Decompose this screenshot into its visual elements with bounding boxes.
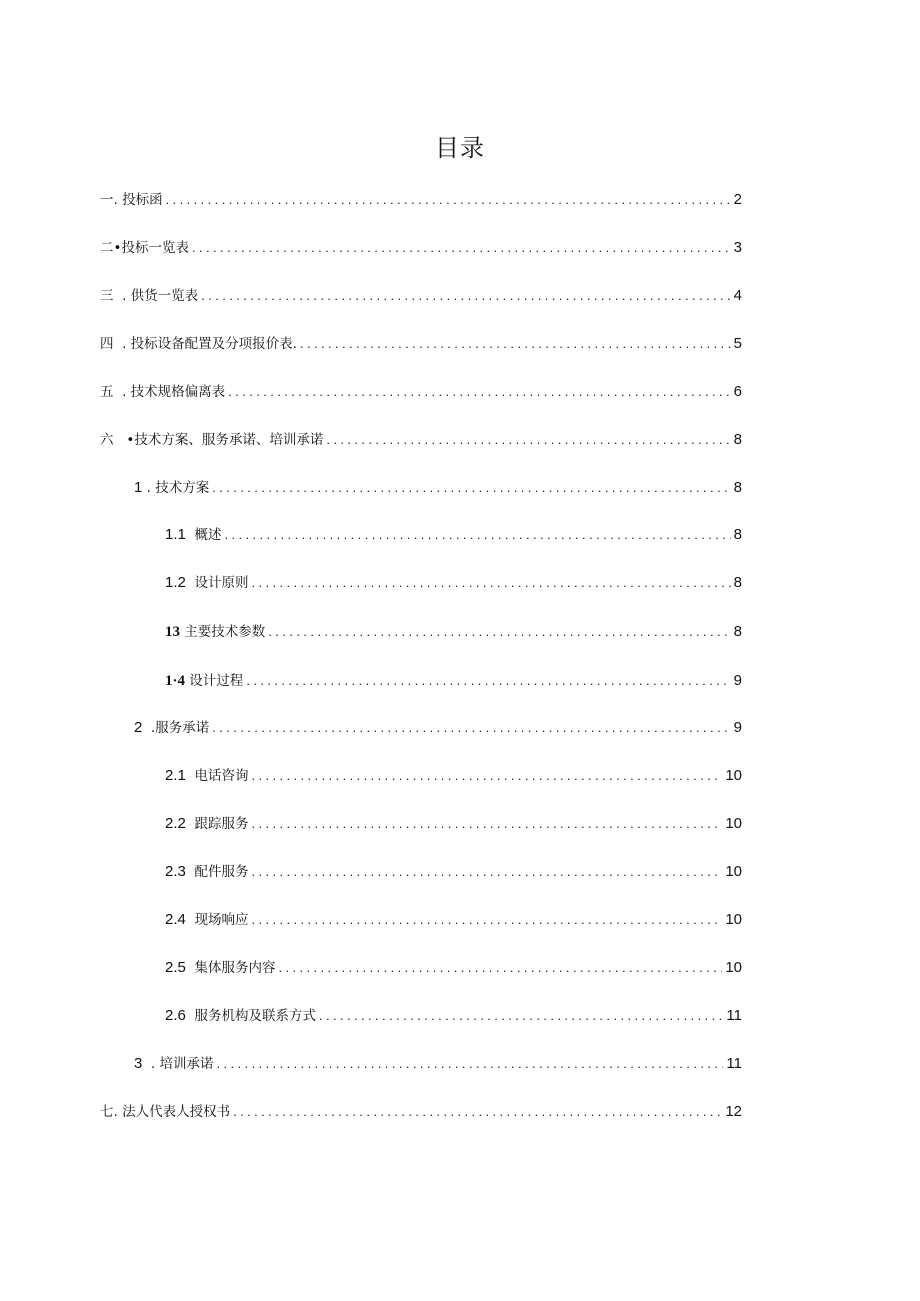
toc-entry-title: 技术规格偏离表	[130, 384, 226, 400]
toc-leader-dots	[228, 380, 730, 404]
toc-page-number: 11	[726, 1007, 742, 1024]
toc-page-number: 4	[733, 287, 742, 304]
toc-entry[interactable]	[134, 476, 742, 500]
toc-page-number: 8	[733, 431, 742, 448]
toc-leader-dots	[319, 1004, 723, 1028]
toc-entry[interactable]	[165, 908, 742, 932]
toc-entry-label	[100, 428, 323, 452]
toc-entry-label	[165, 1004, 316, 1028]
toc-leader-dots	[201, 284, 730, 308]
toc-entry-title: 概述	[185, 527, 222, 543]
toc-entry[interactable]	[134, 1052, 742, 1076]
toc-entry-title: .服务承诺	[142, 720, 210, 736]
toc-entry-number: 一.	[100, 192, 123, 208]
toc-page-number: 5	[733, 335, 742, 352]
toc-entry-title: . 技术方案	[142, 480, 210, 496]
toc-entry-title: 配件服务	[185, 864, 249, 880]
toc-entry[interactable]	[165, 620, 742, 644]
toc-entry-number: 2.6	[165, 1007, 186, 1024]
toc-entry[interactable]	[165, 669, 742, 693]
toc-page-number: 3	[733, 239, 742, 256]
toc-page-number: 9	[733, 672, 742, 689]
toc-entry-number: 1·4	[165, 673, 186, 689]
toc-entry-label	[165, 860, 248, 884]
toc-entry-label	[165, 908, 248, 932]
toc-entry-label	[100, 1100, 230, 1124]
toc-leader-dots	[166, 188, 731, 212]
toc-leader-dots	[233, 1100, 722, 1124]
toc-entry[interactable]	[165, 956, 742, 980]
toc-entry-number: 七.	[100, 1104, 123, 1120]
toc-entry-title: 服务机构及联系方式	[185, 1008, 316, 1024]
toc-entry-title: 投标设备配置及分项报价表.	[130, 336, 297, 352]
toc-entry-title: 投标函	[122, 192, 163, 208]
page-title: 目录	[435, 134, 485, 162]
toc-entry[interactable]	[165, 571, 742, 595]
toc-entry-title: 供货一览表	[130, 288, 199, 304]
toc-leader-dots	[217, 1052, 724, 1076]
toc-page-number: 8	[733, 574, 742, 591]
toc-entry[interactable]	[100, 428, 742, 452]
toc-page-number: 9	[733, 719, 742, 736]
toc-entry-title: 技术方案、服务承诺、培训承诺	[134, 432, 324, 448]
toc-entry[interactable]	[165, 764, 742, 788]
toc-entry-title: 主要技术参数	[180, 624, 266, 640]
toc-entry[interactable]	[100, 188, 742, 212]
toc-page-number: 11	[726, 1055, 742, 1072]
toc-page-number: 8	[733, 479, 742, 496]
toc-entry-number: 1.1	[165, 526, 186, 543]
toc-entry-title: 设计原则	[185, 575, 249, 591]
toc-page-number: 8	[733, 526, 742, 543]
toc-entry-title: 电话咨询	[185, 768, 249, 784]
toc-entry-label	[134, 476, 209, 500]
toc-entry-number: 2.5	[165, 959, 186, 976]
toc-entry-label	[100, 236, 189, 260]
toc-leader-dots	[251, 908, 722, 932]
toc-entry-number: 2.3	[165, 863, 186, 880]
toc-leader-dots	[300, 332, 731, 356]
toc-entry-label	[165, 956, 275, 980]
toc-entry-label	[100, 332, 297, 356]
toc-entry-number: 二•	[100, 240, 122, 256]
toc-entry-label	[165, 764, 248, 788]
toc-leader-dots	[246, 669, 730, 693]
toc-entry[interactable]	[165, 523, 742, 547]
toc-entry-number: 1	[134, 479, 143, 496]
toc-page-number: 10	[725, 767, 742, 784]
toc-entry-number: 2.4	[165, 911, 186, 928]
toc-entry-title: 跟踪服务	[185, 816, 249, 832]
toc-entry[interactable]	[165, 1004, 742, 1028]
toc-entry[interactable]	[165, 812, 742, 836]
toc-page-number: 8	[733, 623, 742, 640]
toc-entry-title: . 培训承诺	[142, 1056, 214, 1072]
toc-entry-number: 2.2	[165, 815, 186, 832]
toc-entry-title: 投标一览表	[121, 240, 189, 256]
toc-page-number: 10	[725, 911, 742, 928]
toc-page-number: 10	[725, 863, 742, 880]
toc-entry-label	[165, 669, 243, 693]
toc-entry[interactable]	[165, 860, 742, 884]
toc-entry-number: 3	[134, 1055, 143, 1072]
toc-leader-dots	[251, 860, 722, 884]
toc-entry-number: 2.1	[165, 767, 186, 784]
toc-entry-number: 五 .	[100, 384, 131, 400]
toc-page-number: 10	[725, 815, 742, 832]
toc-page-number: 12	[725, 1103, 742, 1120]
toc-entry-label	[134, 716, 209, 740]
toc-leader-dots	[212, 716, 730, 740]
toc-leader-dots	[224, 523, 730, 547]
toc-entry[interactable]	[100, 284, 742, 308]
toc-page-number: 2	[733, 191, 742, 208]
toc-entry-number: 四 .	[100, 336, 131, 352]
toc-entry-title: 集体服务内容	[185, 960, 276, 976]
toc-entry-label	[165, 571, 248, 595]
toc-entry[interactable]	[100, 380, 742, 404]
toc-entry-number: 13	[165, 624, 180, 640]
toc-leader-dots	[251, 571, 730, 595]
toc-entry-number: 1.2	[165, 574, 186, 591]
toc-entry-label	[165, 812, 248, 836]
toc-entry-number: 2	[134, 719, 143, 736]
toc-leader-dots	[192, 236, 731, 260]
toc-entry-number: 三 .	[100, 288, 131, 304]
toc-entry-label	[100, 284, 198, 308]
toc-leader-dots	[251, 812, 722, 836]
toc-entry-label	[134, 1052, 214, 1076]
toc-entry-title: 设计过程	[185, 673, 244, 689]
toc-entry[interactable]	[100, 332, 742, 356]
toc-leader-dots	[251, 764, 722, 788]
toc-entry-label	[100, 380, 225, 404]
toc-entry-title: 法人代表人授权书	[122, 1104, 231, 1120]
toc-page-number: 6	[733, 383, 742, 400]
toc-entry[interactable]	[100, 236, 742, 260]
toc-entry-title: 现场响应	[185, 912, 249, 928]
toc-leader-dots	[278, 956, 722, 980]
toc-entry[interactable]	[100, 1100, 742, 1124]
toc-entry-label	[165, 523, 221, 547]
toc-entry[interactable]	[134, 716, 742, 740]
toc-leader-dots	[268, 620, 730, 644]
toc-entry-label	[165, 620, 265, 644]
toc-leader-dots	[326, 428, 730, 452]
toc-leader-dots	[212, 476, 730, 500]
toc-page-number: 10	[725, 959, 742, 976]
toc-entry-number: 六 •	[100, 432, 135, 448]
toc-entry-label	[100, 188, 163, 212]
